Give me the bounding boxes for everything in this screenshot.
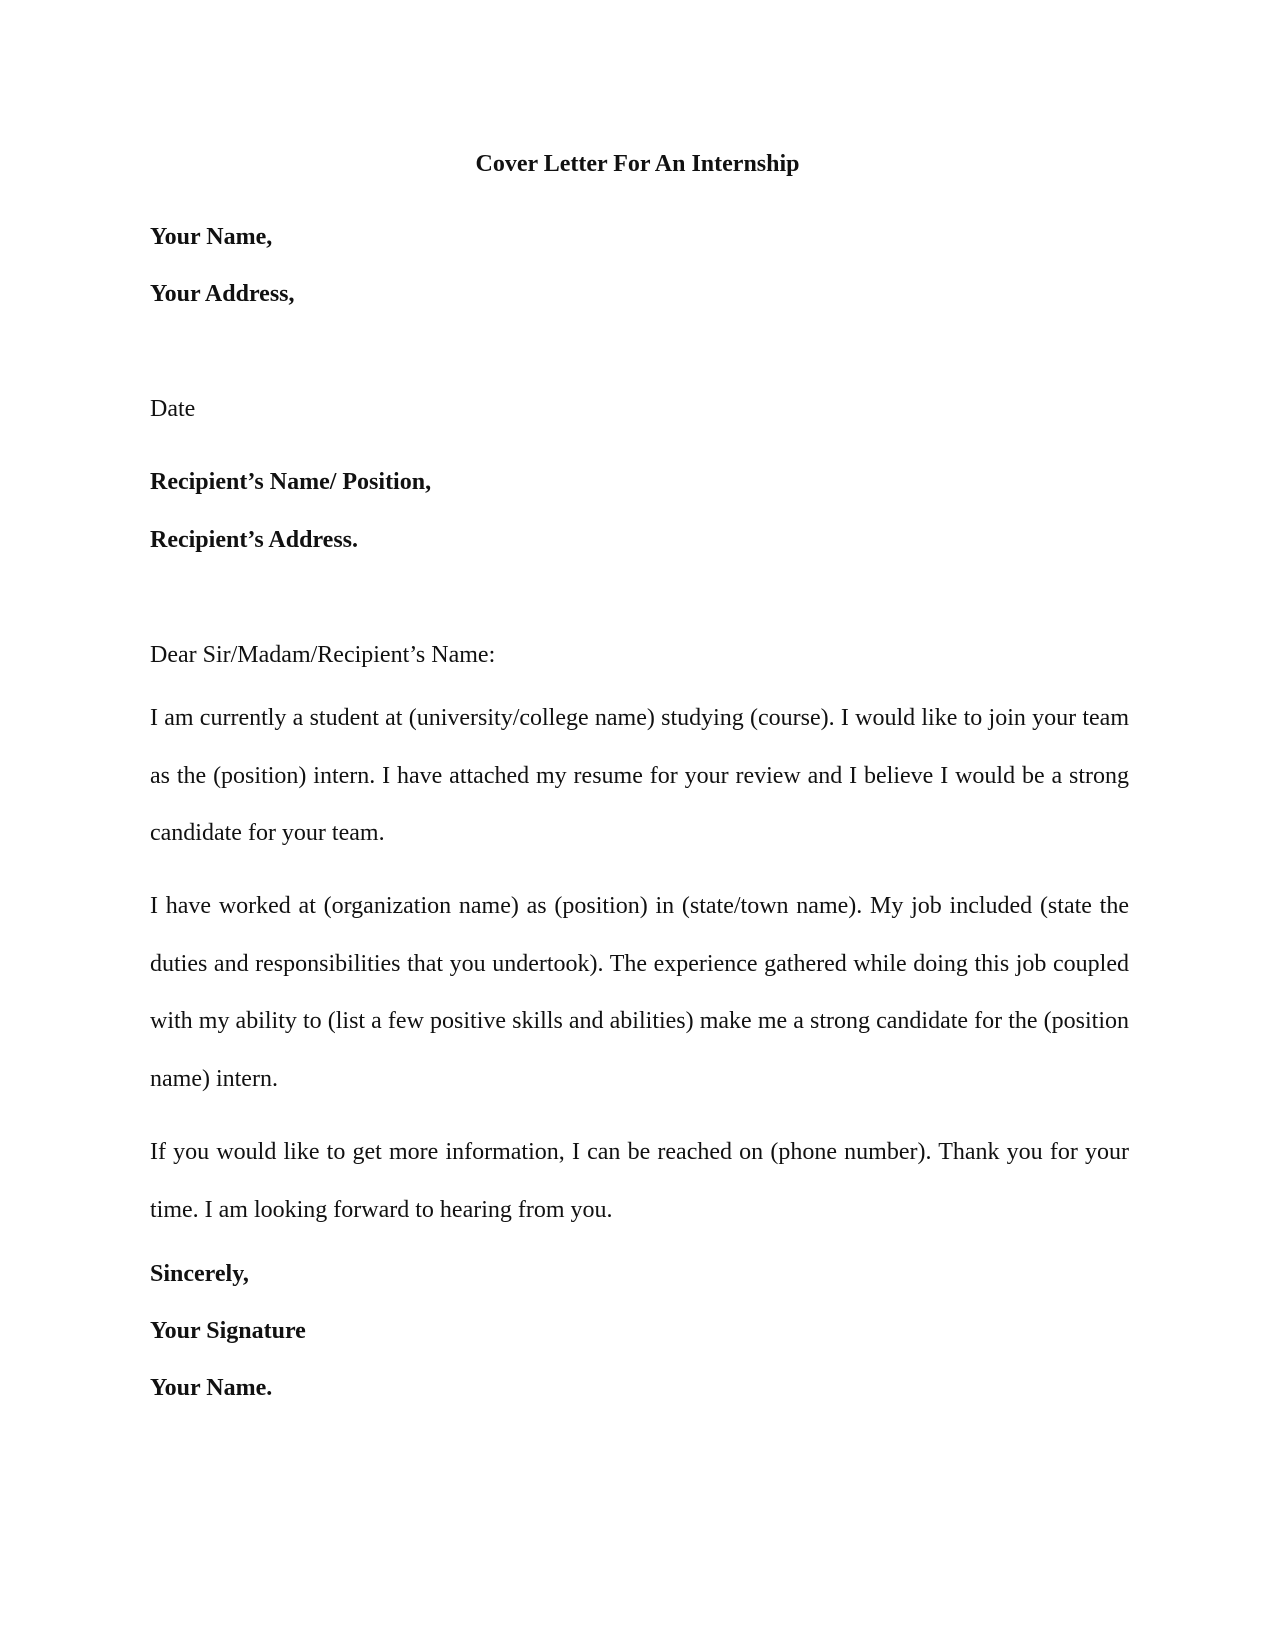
closing-name: Your Name.	[150, 1375, 273, 1401]
salutation: Dear Sir/Madam/Recipient’s Name:	[150, 642, 496, 668]
body-paragraph-3: If you would like to get more information, I can be reached on (phone number). Thank you for your time. I am looking forward to hearing from you.	[150, 1139, 1129, 1223]
recipient-address: Recipient’s Address.	[150, 527, 359, 553]
recipient-name-position: Recipient’s Name/ Position,	[150, 469, 432, 495]
closing-signature: Your Signature	[150, 1318, 306, 1344]
sender-name: Your Name,	[150, 224, 273, 250]
body-paragraph-2: I have worked at (organization name) as (position) in (state/town name). My job included (state the duties and responsibilities that you undertook). The experience gathered while doing this job coupled with my ability to (list a few positive skills and abilities) make me a strong candidate for the (position name) intern.	[150, 893, 1129, 1092]
letter-date: Date	[150, 396, 196, 422]
sender-address: Your Address,	[150, 281, 295, 307]
closing-sign-off: Sincerely,	[150, 1261, 249, 1287]
document-title: Cover Letter For An Internship	[475, 151, 800, 177]
body-paragraph-1: I am currently a student at (university/college name) studying (course). I would like to join your team as the (position) intern. I have attached my resume for your review and I believe I would be a strong candidate for your team.	[150, 705, 1129, 846]
